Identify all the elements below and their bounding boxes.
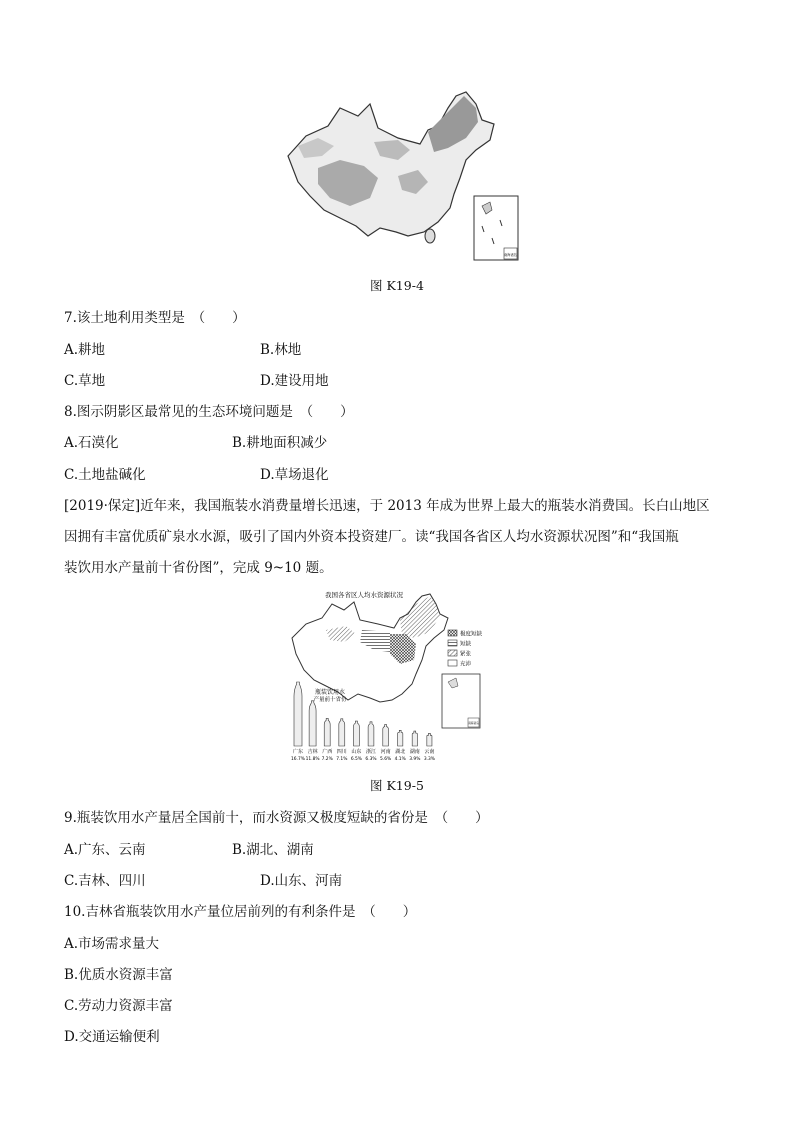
bar-浙江 <box>368 722 374 746</box>
category-label-四川: 四川 <box>336 749 347 755</box>
map-title: 我国各省区人均水资源状况 <box>325 591 403 599</box>
value-label-湖北: 4.1% <box>394 757 406 762</box>
question-7-option-d: D.建设用地 <box>260 373 329 389</box>
bar-广东 <box>294 682 302 746</box>
value-label-河南: 5.6% <box>380 757 392 762</box>
category-label-广东: 广东 <box>292 749 304 755</box>
question-9-option-d: D.山东、河南 <box>260 873 343 889</box>
bar-吉林 <box>309 701 316 746</box>
question-7-stem: 7.该土地利用类型是 （ ） <box>64 310 246 326</box>
question-10-stem: 10.吉林省瓶装饮用水产量位居前列的有利条件是 （ ） <box>64 904 417 920</box>
category-label-山东: 山东 <box>351 749 362 755</box>
figure-caption-k19-4: 图 K19-4 <box>370 278 424 293</box>
value-label-云南: 3.3% <box>423 757 435 762</box>
question-10-option-b: B.优质水资源丰富 <box>64 967 173 983</box>
chart-title-line-1: 瓶装饮用水 <box>314 689 346 696</box>
question-8-option-d: D.草场退化 <box>260 467 329 483</box>
intro-line-3: 装饮用水产量前十省份图”，完成 9~10 题。 <box>64 560 333 576</box>
bar-广西 <box>324 718 330 746</box>
legend-shortage: 短缺 <box>460 641 472 648</box>
bar-云南 <box>427 733 432 746</box>
figure-caption-k19-5: 图 K19-5 <box>370 778 424 793</box>
category-label-云南: 云南 <box>424 749 435 755</box>
bar-河南 <box>383 725 389 746</box>
category-label-湖南: 湖南 <box>409 749 420 755</box>
legend-extreme-shortage: 极度短缺 <box>460 631 482 638</box>
intro-line-1: [2019·保定]近年来，我国瓶装水消费量增长迅速，于 2013 年成为世界上最大的瓶装水消费国。长白山地区 <box>64 498 710 514</box>
question-7-option-c: C.草地 <box>64 373 106 389</box>
intro-line-2: 因拥有丰富优质矿泉水水源，吸引了国内外资本投资建厂。读“我国各省区人均水资源状况图”和“我国瓶 <box>64 529 679 545</box>
question-9-option-b: B.湖北、湖南 <box>232 842 314 858</box>
category-label-浙江: 浙江 <box>365 749 377 755</box>
map-legend <box>448 630 482 668</box>
value-label-浙江: 6.3% <box>365 757 377 762</box>
inset-label-2: 南海诸岛 <box>468 722 479 725</box>
bar-山东 <box>353 721 359 746</box>
question-9-option-c: C.吉林、四川 <box>64 873 146 889</box>
question-10-option-d: D.交通运输便利 <box>64 1029 160 1045</box>
water-resource-figure <box>286 590 482 764</box>
bar-四川 <box>339 719 345 746</box>
question-7-option-b: B.林地 <box>260 342 302 358</box>
chart-title-line-2: 产量前十省份 <box>313 697 347 703</box>
value-label-广东: 16.7% <box>291 757 305 762</box>
inset-label: 南海诸岛 <box>504 253 517 257</box>
question-8-option-a: A.石漠化 <box>64 435 119 451</box>
category-label-湖北: 湖北 <box>395 749 406 755</box>
value-label-湖南: 3.9% <box>409 757 421 762</box>
question-10-option-a: A.市场需求量大 <box>64 936 160 952</box>
legend-abundant: 充沛 <box>460 661 472 668</box>
value-label-广西: 7.2% <box>321 757 333 762</box>
question-8-option-b: B.耕地面积减少 <box>232 435 328 451</box>
question-7-option-a: A.耕地 <box>64 342 106 358</box>
value-label-四川: 7.1% <box>336 757 348 762</box>
question-8-stem: 8.图示阴影区最常见的生态环境问题是 （ ） <box>64 404 354 420</box>
question-8-option-c: C.土地盐碱化 <box>64 467 146 483</box>
value-label-吉林: 11.8% <box>305 757 320 762</box>
bar-湖南 <box>412 731 417 746</box>
question-10-option-c: C.劳动力资源丰富 <box>64 998 173 1014</box>
value-label-山东: 6.5% <box>350 757 362 762</box>
category-label-广西: 广西 <box>322 749 333 755</box>
category-label-河南: 河南 <box>380 749 391 755</box>
bar-湖北 <box>398 730 403 746</box>
land-use-map <box>278 86 522 264</box>
question-9-option-a: A.广东、云南 <box>64 842 146 858</box>
legend-tight: 紧张 <box>460 651 472 658</box>
question-9-stem: 9.瓶装饮用水产量居全国前十，而水资源又极度短缺的省份是 （ ） <box>64 810 489 826</box>
category-label-吉林: 吉林 <box>307 749 318 755</box>
